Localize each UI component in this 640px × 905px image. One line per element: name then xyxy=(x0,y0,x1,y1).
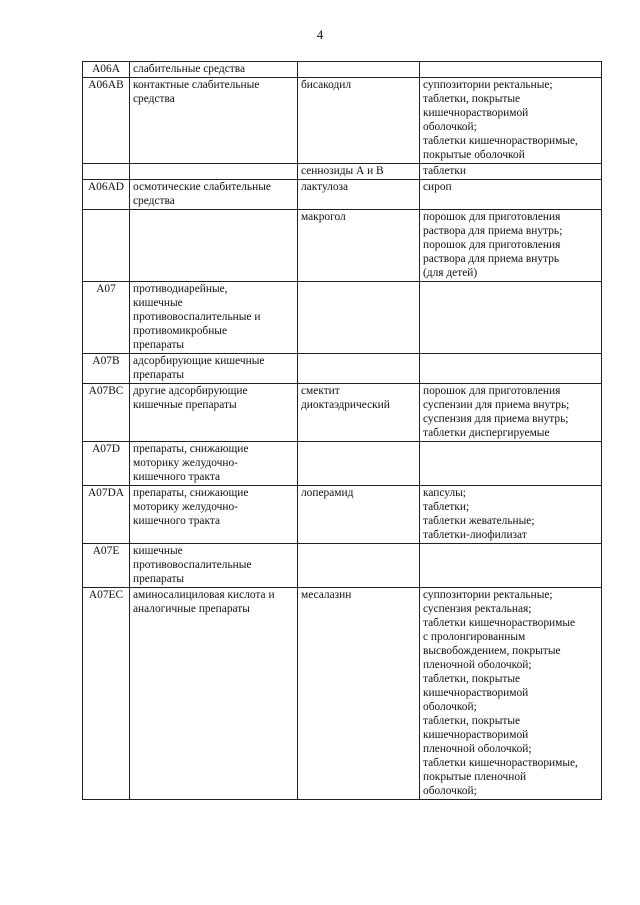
atc-code-cell: A07E xyxy=(83,544,130,588)
table-row xyxy=(83,588,602,800)
dosage-forms-cell xyxy=(420,62,602,78)
atc-code-cell: A06AD xyxy=(83,180,130,210)
table-row xyxy=(83,544,602,588)
table-row xyxy=(83,210,602,282)
dosage-forms-cell: порошок для приготовления раствора для приема внутрь; порошок для приготовления раствора для приема внутрь (для детей) xyxy=(420,210,602,282)
group-name-cell: осмотические слабительные средства xyxy=(130,180,298,210)
drug-name-cell: сеннозиды А и В xyxy=(298,164,420,180)
dosage-forms-cell: суппозитории ректальные; таблетки, покрытые кишечнорастворимой оболочкой; таблетки кишечнорастворимые, покрытые оболочкой xyxy=(420,78,602,164)
drug-name-cell: лактулоза xyxy=(298,180,420,210)
group-name-cell: аминосалициловая кислота и аналогичные препараты xyxy=(130,588,298,800)
drug-name-cell xyxy=(298,62,420,78)
group-name-cell xyxy=(130,210,298,282)
dosage-forms-cell: таблетки xyxy=(420,164,602,180)
atc-code-cell: A07B xyxy=(83,354,130,384)
atc-code-cell: A06AB xyxy=(83,78,130,164)
drug-name-cell: месалазин xyxy=(298,588,420,800)
group-name-cell: препараты, снижающие моторику желудочно- кишечного тракта xyxy=(130,442,298,486)
atc-code-cell: A07DA xyxy=(83,486,130,544)
atc-code-cell xyxy=(83,164,130,180)
drug-name-cell: макрогол xyxy=(298,210,420,282)
group-name-cell: препараты, снижающие моторику желудочно- кишечного тракта xyxy=(130,486,298,544)
table-row xyxy=(83,164,602,180)
table-row xyxy=(83,442,602,486)
table-row xyxy=(83,486,602,544)
drug-name-cell: бисакодил xyxy=(298,78,420,164)
dosage-forms-cell xyxy=(420,354,602,384)
group-name-cell: другие адсорбирующие кишечные препараты xyxy=(130,384,298,442)
atc-code-cell xyxy=(83,210,130,282)
dosage-forms-cell xyxy=(420,544,602,588)
group-name-cell: кишечные противовоспалительные препараты xyxy=(130,544,298,588)
table-row xyxy=(83,180,602,210)
table-row xyxy=(83,384,602,442)
table-row xyxy=(83,62,602,78)
group-name-cell: слабительные средства xyxy=(130,62,298,78)
table-row xyxy=(83,354,602,384)
group-name-cell: адсорбирующие кишечные препараты xyxy=(130,354,298,384)
drug-name-cell: лоперамид xyxy=(298,486,420,544)
atc-code-cell: A07D xyxy=(83,442,130,486)
group-name-cell: противодиарейные, кишечные противовоспалительные и противомикробные препараты xyxy=(130,282,298,354)
table-row xyxy=(83,282,602,354)
atc-code-cell: A07 xyxy=(83,282,130,354)
drug-name-cell: смектит диоктаэдрический xyxy=(298,384,420,442)
drug-name-cell xyxy=(298,544,420,588)
table-row xyxy=(83,78,602,164)
group-name-cell xyxy=(130,164,298,180)
page-number: 4 xyxy=(316,27,324,42)
atc-code-cell: A07BC xyxy=(83,384,130,442)
drug-name-cell xyxy=(298,442,420,486)
dosage-forms-cell xyxy=(420,442,602,486)
drug-classification-table xyxy=(82,61,602,800)
drug-name-cell xyxy=(298,354,420,384)
dosage-forms-cell: порошок для приготовления суспензии для приема внутрь; суспензия для приема внутрь; таблетки диспергируемые xyxy=(420,384,602,442)
dosage-forms-cell: сироп xyxy=(420,180,602,210)
dosage-forms-cell xyxy=(420,282,602,354)
group-name-cell: контактные слабительные средства xyxy=(130,78,298,164)
dosage-forms-cell: суппозитории ректальные; суспензия ректальная; таблетки кишечнорастворимые с пролонгированным высвобождением, покрытые пленочной оболочкой; таблетки, покрытые кишечнорастворимой оболочкой; таблетки, покрытые кишечнорастворимой пленочной оболочкой; таблетки кишечнорастворимые, покрытые пленочной оболочкой; xyxy=(420,588,602,800)
atc-code-cell: A07EC xyxy=(83,588,130,800)
drug-name-cell xyxy=(298,282,420,354)
atc-code-cell: A06A xyxy=(83,62,130,78)
dosage-forms-cell: капсулы; таблетки; таблетки жевательные; таблетки-лиофилизат xyxy=(420,486,602,544)
